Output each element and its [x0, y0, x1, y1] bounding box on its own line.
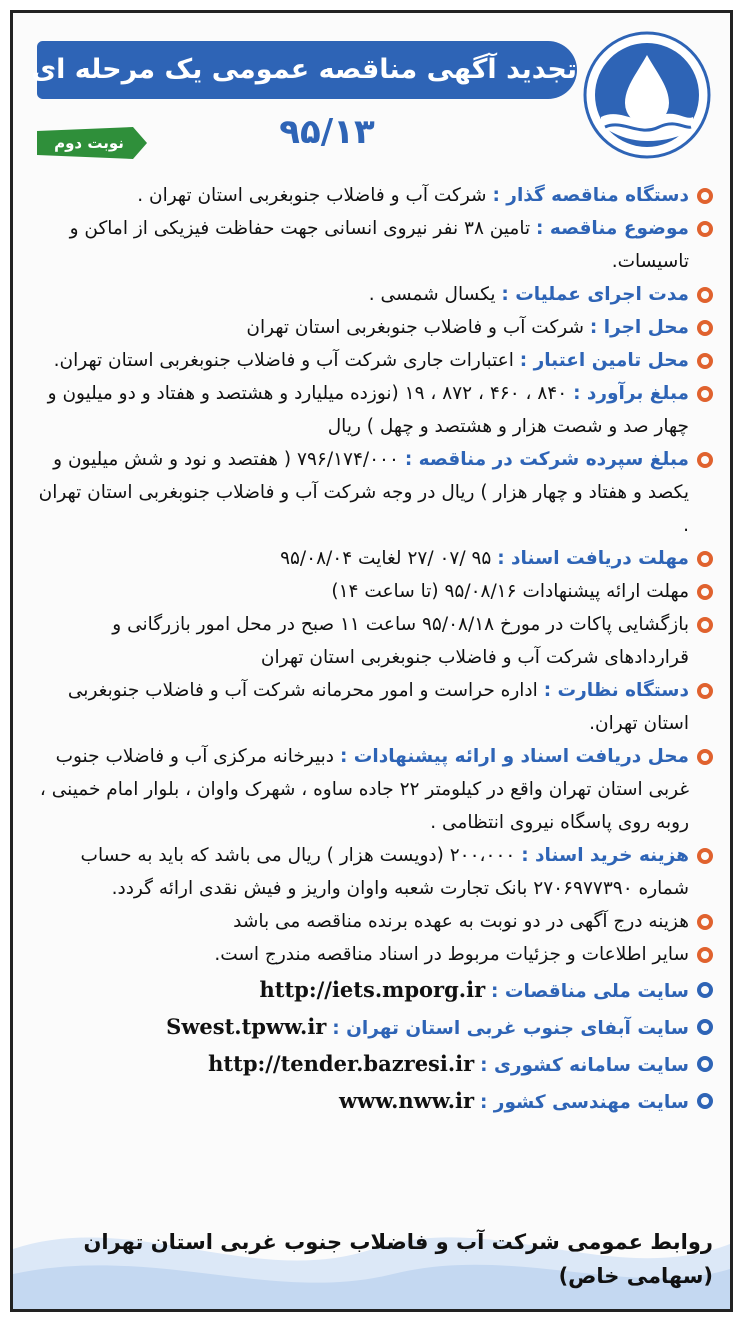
item-text: هزینه درج آگهی در دو نوبت به عهده برنده مناقصه می باشد — [233, 911, 689, 932]
site-link[interactable]: Swest.tpww.ir — [166, 1014, 327, 1039]
notice-header — [27, 29, 717, 169]
item-text: بازگشایی پاکات در مورخ ۹۵/۰۸/۱۸ ساعت ۱۱ صبح در محل امور بازرگانی و قراردادهای شرکت آب و فاضلاب جنوبغربی استان تهران — [112, 614, 689, 668]
bullet-icon — [697, 584, 713, 600]
item-text: ۸۴۰ ، ۴۶۰ ، ۸۷۲ ، ۱۹ (نوزده میلیارد و هشتصد و هفتاد و دو میلیون و چهار صد و شصت هزار و هشتصد و چهل ) ریال — [47, 383, 689, 437]
bullet-icon — [697, 617, 713, 633]
item-label: محل اجرا : — [589, 317, 689, 338]
bullet-icon — [697, 452, 713, 468]
list-item — [31, 608, 713, 674]
list-item — [31, 377, 713, 443]
item-text: اعتبارات جاری شرکت آب و فاضلاب جنوبغربی استان تهران. — [53, 350, 514, 371]
bullet-icon — [697, 386, 713, 402]
item-text: سایر اطلاعات و جزئیات مربوط در اسناد مناقصه مندرج است. — [214, 944, 689, 965]
list-item — [31, 740, 713, 839]
site-label: سایت ملی مناقصات : — [491, 981, 689, 1002]
bullet-icon — [697, 221, 713, 237]
bullet-icon — [697, 848, 713, 864]
item-text: مهلت ارائه پیشنهادات ۹۵/۰۸/۱۶ (تا ساعت ۱۴) — [331, 581, 689, 602]
site-label: سایت مهندسی کشور : — [479, 1092, 689, 1113]
item-label: مبلغ برآورد : — [573, 383, 689, 404]
item-label: مهلت دریافت اسناد : — [497, 548, 689, 569]
site-link[interactable]: www.nww.ir — [338, 1088, 475, 1113]
item-text: شرکت آب و فاضلاب جنوبغربی استان تهران — [246, 317, 584, 338]
item-text: اداره حراست و امور محرمانه شرکت آب و فاضلاب جنوبغربی استان تهران. — [67, 680, 689, 734]
bullet-icon — [697, 320, 713, 336]
site-item — [31, 1084, 713, 1119]
notice-title: تجدید آگهی مناقصه عمومی یک مرحله ای — [31, 54, 577, 85]
item-label: دستگاه مناقصه گذار : — [492, 185, 689, 206]
item-label: مدت اجرای عملیات : — [501, 284, 689, 305]
item-label: دستگاه نظارت : — [543, 680, 689, 701]
item-text: تامین ۳۸ نفر نیروی انسانی جهت حفاظت فیزیکی از اماکن و تاسیسات. — [69, 218, 689, 272]
item-text: شرکت آب و فاضلاب جنوبغربی استان تهران . — [137, 185, 487, 206]
issue-number: ۹۵/۱۳ — [279, 112, 375, 152]
list-item — [31, 344, 713, 377]
water-company-logo-icon — [581, 29, 713, 161]
list-item — [31, 938, 713, 971]
item-text: ۲۰۰،۰۰۰ (دویست هزار ) ریال می باشد که باید به حساب شماره ۲۷۰۶۹۷۷۳۹۰ بانک تجارت شعبه واوان واریز و فیش نقدی ارائه گردد. — [80, 845, 689, 899]
bullet-icon — [697, 683, 713, 699]
footer-company-type: (سهامی خاص) — [558, 1264, 713, 1288]
list-item — [31, 839, 713, 905]
notice-body — [31, 179, 713, 1119]
bullet-icon — [697, 1093, 713, 1109]
list-item — [31, 443, 713, 542]
list-item — [31, 212, 713, 278]
second-round-badge: نوبت دوم — [54, 134, 124, 152]
list-item — [31, 278, 713, 311]
footer-publisher: روابط عمومی شرکت آب و فاضلاب جنوب غربی استان تهران — [83, 1230, 713, 1254]
item-text: یکسال شمسی . — [368, 284, 496, 305]
bullet-icon — [697, 1056, 713, 1072]
bullet-icon — [697, 353, 713, 369]
site-item — [31, 1010, 713, 1045]
item-label: هزینه خرید اسناد : — [521, 845, 689, 866]
bullet-icon — [697, 188, 713, 204]
item-label: موضوع مناقصه : — [536, 218, 689, 239]
item-text: دبیرخانه مرکزی آب و فاضلاب جنوب غربی استان تهران واقع در کیلومتر ۲۲ جاده ساوه ، شهرک واوان ، بلوار امام خمینی ، روبه روی پاسگاه نیروی انتظامی . — [39, 746, 689, 833]
bullet-icon — [697, 749, 713, 765]
site-link[interactable]: http://iets.mporg.ir — [259, 977, 486, 1002]
list-item — [31, 542, 713, 575]
site-item — [31, 973, 713, 1008]
list-item — [31, 575, 713, 608]
item-text: ۷۹۶/۱۷۴/۰۰۰ ( هفتصد و نود و شش میلیون و یکصد و هفتاد و چهار هزار ) ریال در وجه شرکت آب و فاضلاب جنوبغربی استان تهران . — [38, 449, 689, 536]
site-label: سایت سامانه کشوری : — [480, 1055, 689, 1076]
list-item — [31, 179, 713, 212]
item-text: ۹۵ /۰۷ /۲۷ لغایت ۹۵/۰۸/۰۴ — [280, 548, 492, 569]
notice-footer — [31, 1225, 713, 1293]
site-label: سایت آبفای جنوب غربی استان تهران : — [332, 1018, 689, 1039]
list-item — [31, 311, 713, 344]
tender-notice — [10, 10, 733, 1312]
bullet-icon — [697, 914, 713, 930]
bullet-icon — [697, 947, 713, 963]
bullet-icon — [697, 1019, 713, 1035]
item-label: محل تامین اعتبار : — [519, 350, 689, 371]
bullet-icon — [697, 982, 713, 998]
item-label: مبلغ سپرده شرکت در مناقصه : — [404, 449, 689, 470]
list-item — [31, 905, 713, 938]
bullet-icon — [697, 551, 713, 567]
site-item — [31, 1047, 713, 1082]
list-item — [31, 674, 713, 740]
site-link[interactable]: http://tender.bazresi.ir — [208, 1051, 475, 1076]
item-label: محل دریافت اسناد و ارائه پیشنهادات : — [339, 746, 689, 767]
bullet-icon — [697, 287, 713, 303]
